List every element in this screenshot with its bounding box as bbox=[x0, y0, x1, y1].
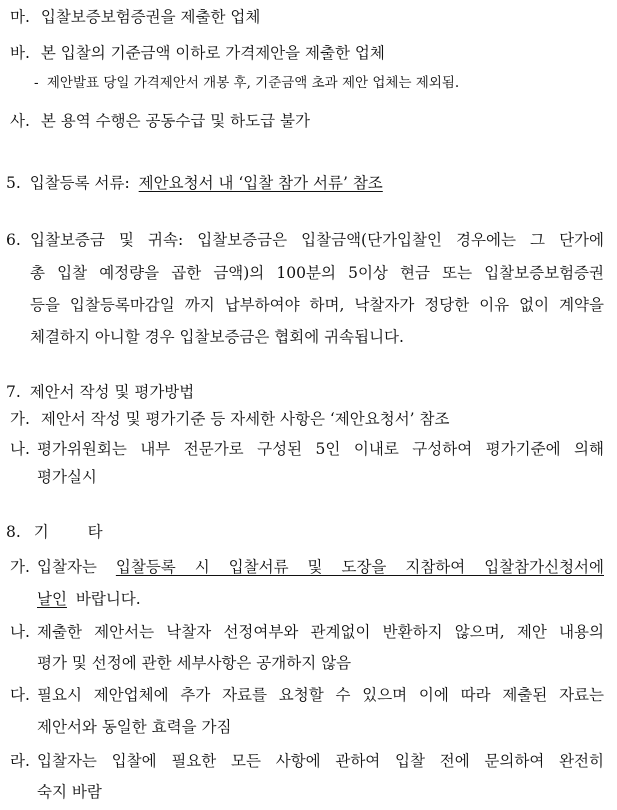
item-8-ga-line-1 bbox=[37, 556, 604, 578]
section-6-line-3: 등을 입찰등록마감일 까지 납부하여야 하며, 낙찰자가 정당한 이유 없이 계약을 bbox=[30, 296, 604, 314]
section-title-part-1: 기 bbox=[33, 523, 49, 541]
section-number: 8. bbox=[6, 523, 21, 541]
section-title: 입찰등록 서류: bbox=[29, 174, 130, 192]
section-title: 제안서 작성 및 평가방법 bbox=[29, 383, 195, 401]
item-marker: 나. bbox=[10, 440, 30, 458]
section-number: 5. bbox=[6, 174, 21, 192]
item-suffix: 바랍니다. bbox=[75, 590, 141, 608]
item-8-na-line-2: 평가 및 선정에 관한 세부사항은 공개하지 않음 bbox=[37, 654, 352, 672]
item-sa bbox=[10, 110, 310, 132]
item-text: 제안발표 당일 가격제안서 개봉 후, 기준금액 초과 제안 업체는 제외됨. bbox=[46, 75, 460, 91]
section-number: 7. bbox=[6, 383, 21, 401]
section-reference: 제안요청서 내 ‘입찰 참가 서류’ 참조 bbox=[138, 174, 383, 192]
item-8-ra-marker bbox=[10, 750, 30, 772]
item-8-da-line-2: 제안서와 동일한 효력을 가짐 bbox=[37, 718, 232, 736]
item-8-ga-line-2 bbox=[37, 588, 141, 610]
item-8-ra-line-2: 숙지 바람 bbox=[37, 783, 102, 801]
item-marker: 다. bbox=[10, 686, 30, 704]
item-marker: 사. bbox=[10, 112, 30, 130]
section-title-part-2: 타 bbox=[87, 523, 103, 541]
item-8-da-marker bbox=[10, 684, 30, 706]
item-marker: 나. bbox=[10, 623, 30, 641]
item-dash-note bbox=[34, 72, 459, 94]
item-7-na-line-1: 평가위원회는 내부 전문가로 구성된 5인 이내로 구성하여 평가기준에 의해 bbox=[37, 440, 604, 458]
section-number: 6. bbox=[6, 231, 21, 249]
item-marker: 마. bbox=[10, 8, 30, 26]
section-6-line-2: 총 입찰 예정량을 곱한 금액)의 100분의 5이상 현금 또는 입찰보증보험증권 bbox=[30, 264, 604, 282]
item-8-ra-line-1: 입찰자는 입찰에 필요한 모든 사항에 관하여 입찰 전에 문의하여 완전히 bbox=[37, 752, 604, 770]
section-8-heading bbox=[6, 521, 103, 543]
item-text: 본 입찰의 기준금액 이하로 가격제안을 제출한 업체 bbox=[40, 44, 385, 62]
item-ma bbox=[10, 6, 260, 28]
section-5 bbox=[6, 172, 383, 194]
item-text: 입찰보증보험증권을 제출한 업체 bbox=[40, 8, 261, 26]
section-6-line-4: 체결하지 아니할 경우 입찰보증금은 협회에 귀속됩니다. bbox=[30, 328, 404, 346]
item-underlined-instruction: 입찰등록 시 입찰서류 및 도장을 지참하여 입찰참가신청서에 bbox=[115, 558, 604, 576]
item-marker: 가. bbox=[10, 558, 30, 576]
item-8-na-line-1: 제출한 제안서는 낙찰자 선정여부와 관계없이 반환하지 않으며, 제안 내용의 bbox=[37, 623, 604, 641]
item-7-na-line-2: 평가실시 bbox=[37, 468, 97, 486]
item-marker: 라. bbox=[10, 752, 30, 770]
item-text: 제안서 작성 및 평가기준 등 자세한 사항은 ‘제안요청서’ 참조 bbox=[40, 410, 450, 428]
item-marker: 가. bbox=[10, 410, 30, 428]
item-8-ga-marker bbox=[10, 556, 30, 578]
item-text: 본 용역 수행은 공동수급 및 하도급 불가 bbox=[40, 112, 310, 130]
item-7-na bbox=[10, 438, 30, 460]
item-7-ga bbox=[10, 408, 449, 430]
item-marker: 바. bbox=[10, 44, 30, 62]
section-6-number bbox=[6, 229, 21, 251]
item-8-da-line-1: 필요시 제안업체에 추가 자료를 요청할 수 있으며 이에 따라 제출된 자료는 bbox=[37, 686, 604, 704]
section-7-heading bbox=[6, 381, 194, 403]
item-ba bbox=[10, 42, 385, 64]
item-prefix: 입찰자는 bbox=[37, 558, 97, 576]
section-6-line-1: 입찰보증금 및 귀속: 입찰보증금은 입찰금액(단가입찰인 경우에는 그 단가에 bbox=[30, 231, 604, 249]
item-underlined-seal: 날인 bbox=[37, 590, 67, 608]
item-marker: - bbox=[34, 75, 39, 91]
item-8-na-marker bbox=[10, 621, 30, 643]
